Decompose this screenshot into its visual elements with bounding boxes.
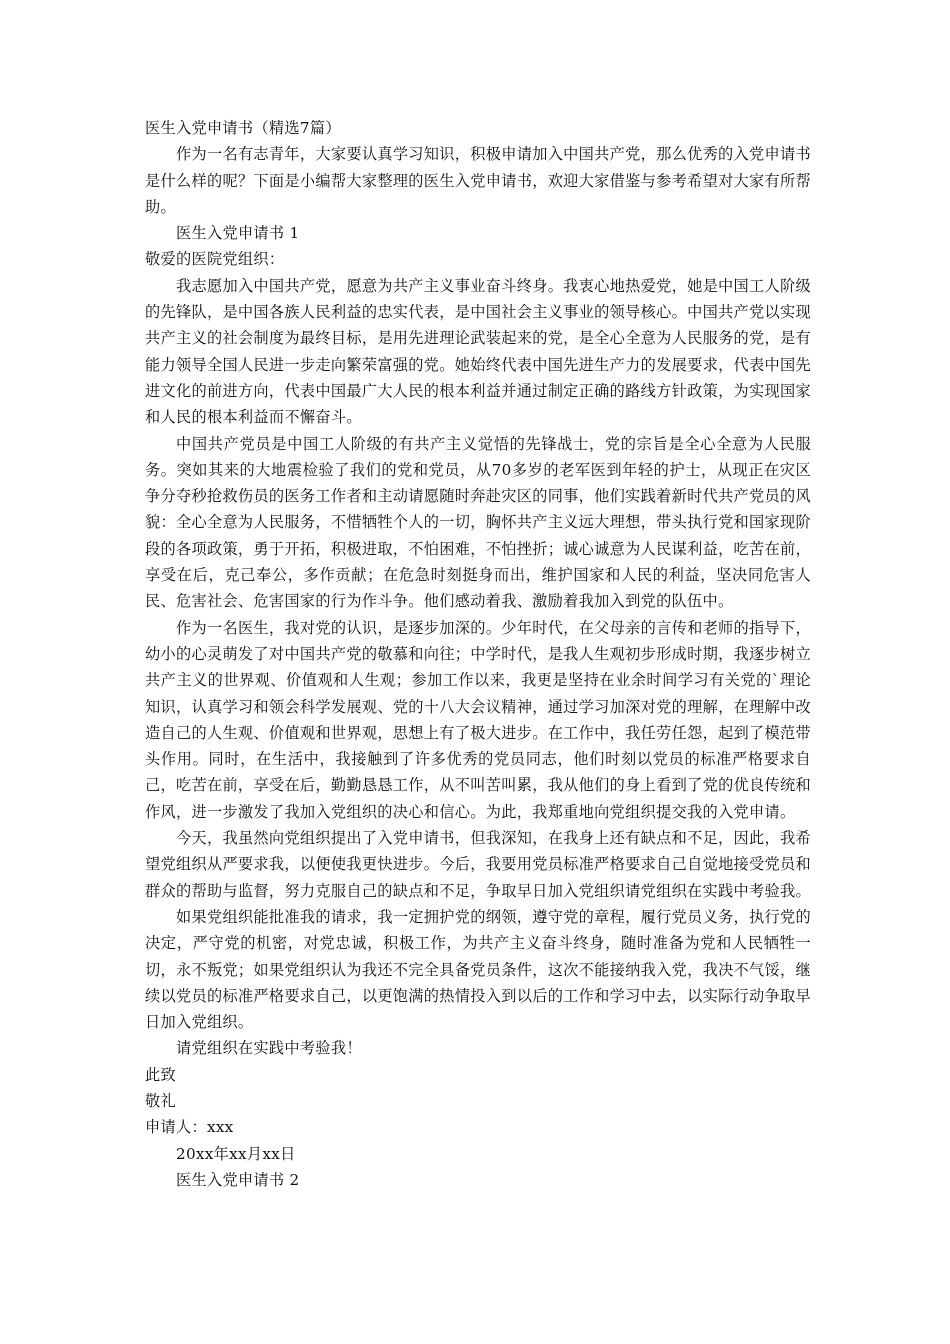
document-title: 医生入党申请书（精选7篇）	[145, 119, 341, 137]
section-heading-1: 医生入党申请书 1	[176, 224, 300, 243]
body-paragraph: 作为一名医生，我对党的认识，是逐步加深的。少年时代，在父母亲的言传和老师的指导下，幼小的心灵萌发了对中国共产党的敬慕和向往；中学时代，是我人生观初步形成时期，我逐步树立共产主义的世界观、价值观和人生观；参加工作以来，我更是坚持在业余时间学习有关党的`理论知识，认真学习和领会科学发展观、党的十八大会议精神，通过学习加深对党的理解，在理解中改造自己的人生观、价值观和世界观，思想上有了极大进步。在工作中，我任劳任怨，起到了模范带头作用。同时，在生活中，我接触到了许多优秀的党员同志，他们时刻以党员的标准严格要求自己，吃苦在前，享受在后，勤勤恳恳工作，从不叫苦叫累，我从他们的身上看到了党的优良传统和作风，进一步激发了我加入党组织的决心和信心。为此，我郑重地向党组织提交我的入党申请。	[145, 618, 811, 821]
closing-line-1: 此致	[145, 1065, 176, 1084]
intro-paragraph: 作为一名有志青年，大家要认真学习知识，积极申请加入中国共产党，那么优秀的入党申请书是什么样的呢？下面是小编帮大家整理的医生入党申请书，欢迎大家借鉴与参考希望对大家有所帮助。	[145, 145, 811, 216]
body-paragraph: 中国共产党员是中国工人阶级的有共产主义觉悟的先锋战士，党的宗旨是全心全意为人民服务。突如其来的大地震检验了我们的党和党员，从70多岁的老军医到年轻的护士，从现正在灾区争分夺秒抢救伤员的医务工作者和主动请愿随时奔赴灾区的同事，他们实践着新时代共产党员的风貌：全心全意为人民服务，不惜牺牲个人的一切，胸怀共产主义远大理想，带头执行党和国家现阶段的各项政策，勇于开拓，积极进取，不怕困难，不怕挫折；诚心诚意为人民谋利益，吃苦在前，享受在后，克己奉公，多作贡献；在危急时刻挺身而出，维护国家和人民的利益，坚决同危害人民、危害社会、危害国家的行为作斗争。他们感动着我、激励着我加入到党的队伍中。	[145, 434, 811, 611]
date-line: 20xx年xx月xx日	[176, 1144, 296, 1163]
document-body	[145, 115, 811, 1193]
applicant-signature: 申请人：xxx	[145, 1118, 234, 1137]
section-heading-2: 医生入党申请书 2	[176, 1170, 300, 1189]
body-paragraph: 今天，我虽然向党组织提出了入党申请书，但我深知，在我身上还有缺点和不足，因此，我希望党组织从严要求我，以便使我更快进步。今后，我要用党员标准严格要求自己自觉地接受党员和群众的帮助与监督，努力克服自己的缺点和不足，争取早日加入党组织请党组织在实践中考验我。	[145, 829, 811, 900]
body-paragraph: 请党组织在实践中考验我！	[176, 1039, 362, 1058]
body-paragraph: 如果党组织能批准我的请求，我一定拥护党的纲领，遵守党的章程，履行党员义务，执行党的决定，严守党的机密，对党忠诚，积极工作，为共产主义奋斗终身，随时准备为党和人民牺牲一切，永不叛党；如果党组织认为我还不完全具备党员条件，这次不能接纳我入党，我决不气馁，继续以党员的标准严格要求自己，以更饱满的热情投入到以后的工作和学习中去，以实际行动争取早日加入党组织。	[145, 907, 811, 1032]
salutation: 敬爱的医院党组织：	[145, 250, 285, 269]
body-paragraph: 我志愿加入中国共产党，愿意为共产主义事业奋斗终身。我衷心地热爱党，她是中国工人阶级的先锋队，是中国各族人民利益的忠实代表，是中国社会主义事业的领导核心。中国共产党以实现共产主义的社会制度为最终目标，是用先进理论武装起来的党，是全心全意为人民服务的党，是有能力领导全国人民进一步走向繁荣富强的党。她始终代表中国先进生产力的发展要求，代表中国先进文化的前进方向，代表中国最广大人民的根本利益并通过制定正确的路线方针政策，为实现国家和人民的根本利益而不懈奋斗。	[145, 276, 811, 427]
closing-line-2: 敬礼	[145, 1091, 176, 1110]
